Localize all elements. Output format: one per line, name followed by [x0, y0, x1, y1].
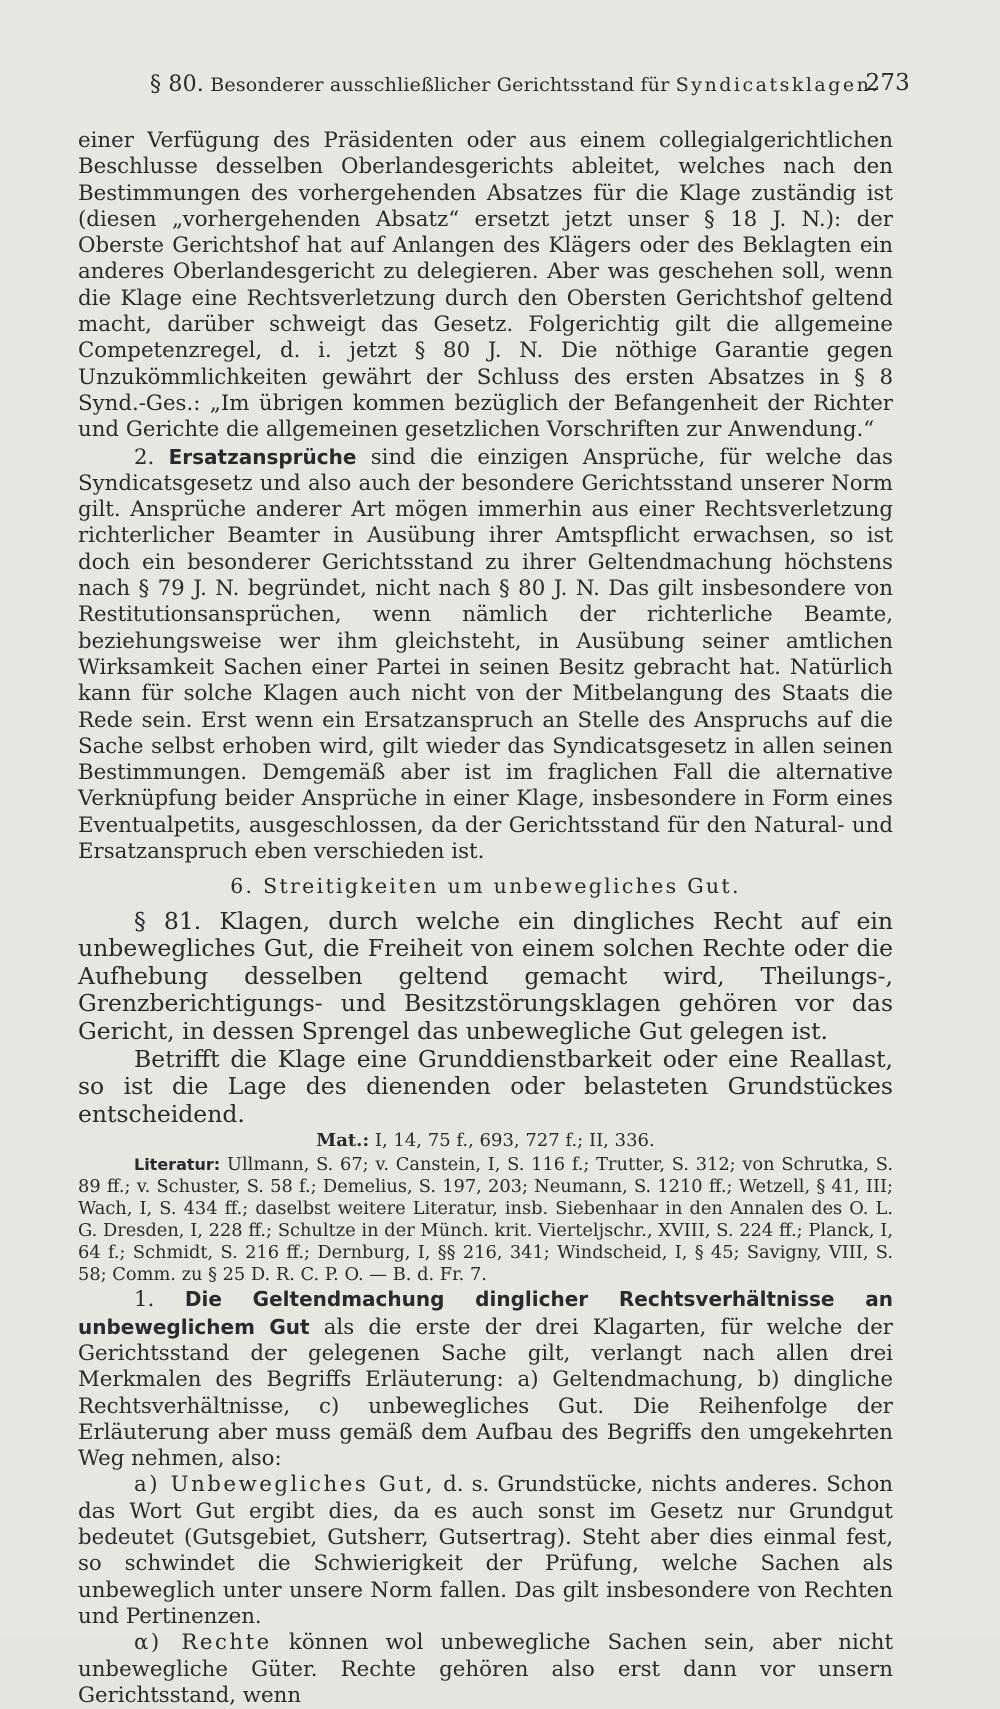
paragraph-number: 1.	[134, 1287, 155, 1313]
paragraph-label: a) Unbewegliches Gut,	[134, 1472, 435, 1498]
literature-label: Literatur:	[134, 1155, 221, 1175]
paragraph-heading: Die Geltendmachung dinglicher Rechtsverhältnisse an unbeweglichem Gut	[78, 1287, 893, 1339]
paragraph-text: können wol unbewegliche Sachen sein, aber nicht unbewegliche Güter. Rechte gehören also erst dann vor unsern Gerichtsstand, wenn	[78, 1630, 893, 1708]
statute-text: Klagen, durch welche ein dingliches Recht auf ein unbewegliches Gut, die Freiheit von einem solchen Rechte oder die Aufhebung desselben geltend gemacht wird, Theilungs-, Grenzberichtigungs- und Besitzstörungsklagen gehören vor das Gericht, in dessen Sprengel das unbewegliche Gut gelegen ist.	[78, 906, 894, 1045]
statute-paragraph-2: Betrifft die Klage eine Grunddienstbarkeit oder eine Reallast, so ist die Lage des dienenden oder belasteten Grundstückes entscheidend.	[78, 1044, 893, 1128]
materials-reference	[78, 1128, 893, 1154]
statute-section-81	[78, 908, 893, 1046]
paragraph-unbewegliches-gut	[78, 1472, 893, 1630]
literature-reference	[78, 1154, 893, 1286]
paragraph-text: als die erste der drei Klagarten, für welche der Gerichtsstand der gelegenen Sache gilt, verlangt nach allen drei Merkmalen des Begriffs Erläuterung: a) Geltendmachung, b) dingliche Rechtsverhältnisse, c) unbewegliches Gut. Die Reihenfolge der Erläuterung aber muss gemäß dem Aufbau des Begriffs den umgekehrten Weg nehmen, also:	[78, 1314, 893, 1472]
paragraph-ersatzansprueche	[78, 444, 893, 866]
subsection-heading: 6. Streitigkeiten um unbewegliches Gut.	[230, 874, 741, 899]
materials-label: Mat.:	[316, 1130, 370, 1152]
literature-text: Ullmann, S. 67; v. Canstein, I, S. 116 f.; Trutter, S. 312; von Schrutka, S. 89 ff.; v. Schuster, S. 58 f.; Demelius, S. 197, 203; Neumann, S. 1210 ff.; Wetzell, § 41, III; Wach, I, S. 434 ff.; daselbst weitere Literatur, insb. Siebenhaar in den Annalen des O. L. G. Dresden, I, 228 ff.; Schultze in der Münch. krit. Vierteljschr., XVIII, S. 224 ff.; Planck, I, 64 f.; Schmidt, S. 216 ff.; Dernburg, I, §§ 216, 341; Windscheid, I, § 45; Savigny, VIII, S. 58; Comm. zu § 25 D. R. C. P. O. — B. d. Fr. 7.	[78, 1154, 893, 1286]
paragraph-rechte	[78, 1630, 893, 1709]
header-title: Besonderer ausschließlicher Gerichtsstand für	[210, 74, 670, 96]
header-section-mark: § 80.	[150, 72, 204, 97]
paragraph-heading: Ersatzansprüche	[168, 444, 357, 469]
materials-text: I, 14, 75 f., 693, 727 f.; II, 336.	[374, 1130, 655, 1152]
paragraph-continuation: einer Verfügung des Präsidenten oder aus einem collegialgerichtlichen Beschlusse desselben Oberlandesgerichts ableitet, welches nach den Bestimmungen des vorhergehenden Absatzes für die Klage zuständig ist (diesen „vorhergehenden Absatz“ ersetzt jetzt unser § 18 J. N.): der Oberste Gerichtshof hat auf Anlangen des Klägers oder des Beklagten ein anderes Oberlandesgericht zu delegieren. Aber was geschehen soll, wenn die Klage eine Rechtsverletzung durch den Obersten Gerichtshof geltend macht, darüber schweigt das Gesetz. Folgerichtig gilt die allgemeine Competenzregel, d. i. jetzt § 80 J. N. Die nöthige Garantie gegen Unzukömmlichkeiten gewährt der Schluss des ersten Absatzes in § 8 Synd.-Ges.: „Im übrigen kommen bezüglich der Befangenheit der Richter und Gerichte die allgemeinen gesetzlichen Vorschriften zur Anwendung.“	[78, 128, 893, 443]
paragraph-label: α) Rechte	[134, 1630, 272, 1656]
running-header	[150, 72, 910, 102]
paragraph-geltendmachung	[78, 1286, 893, 1472]
page-number: 273	[865, 70, 910, 96]
paragraph-text: d. s. Grundstücke, nichts anderes. Schon das Wort Gut ergibt dies, da es auch sonst im Gesetz nur Grundgut bedeutet (Gutsgebiet, Gutsherr, Gutsertrag). Steht aber dies einmal fest, so schwindet die Schwierigkeit der Prüfung, welche Sachen als unbeweglich unter unsere Norm fallen. Das gilt insbesondere von Rechten und Pertinenzen.	[78, 1472, 893, 1629]
paragraph-number: 2.	[134, 444, 155, 470]
section-mark: § 81.	[134, 906, 202, 935]
page-body	[78, 128, 893, 1709]
paragraph-text: sind die einzigen Ansprüche, für welche das Syndicatsgesetz und also auch der besondere Gerichtsstand unserer Norm gilt. Ansprüche anderer Art mögen immerhin aus einer Rechtsverletzung richterlicher Beamter in Ausübung ihrer Amtspflicht erwachsen, so ist doch ein besonderer Gerichtsstand zu ihrer Geltendmachung höchstens nach § 79 J. N. begründet, nicht nach § 80 J. N. Das gilt insbesondere von Restitutionsansprüchen, wenn nämlich der richterliche Beamte, beziehungsweise wer ihm gleichsteht, in Ausübung seiner amtlichen Wirksamkeit Sachen einer Partei in seinen Besitz gebracht hat. Natürlich kann für solche Klagen auch nicht von der Mitbelangung des Staats die Rede sein. Erst wenn ein Ersatzanspruch an Stelle des Anspruchs auf die Sache selbst erhoben wird, gilt wieder das Syndicatsgesetz in allen seinen Bestimmungen. Demgemäß aber ist im fraglichen Fall die alternative Verknüpfung beider Ansprüche in einer Klage, insbesondere in Form eines Eventualpetits, ausgeschlossen, da der Gerichtsstand für den Natural- und Ersatzanspruch eben verschieden ist.	[78, 444, 893, 865]
header-title-spaced: Syndicatsklagen.	[675, 74, 880, 96]
